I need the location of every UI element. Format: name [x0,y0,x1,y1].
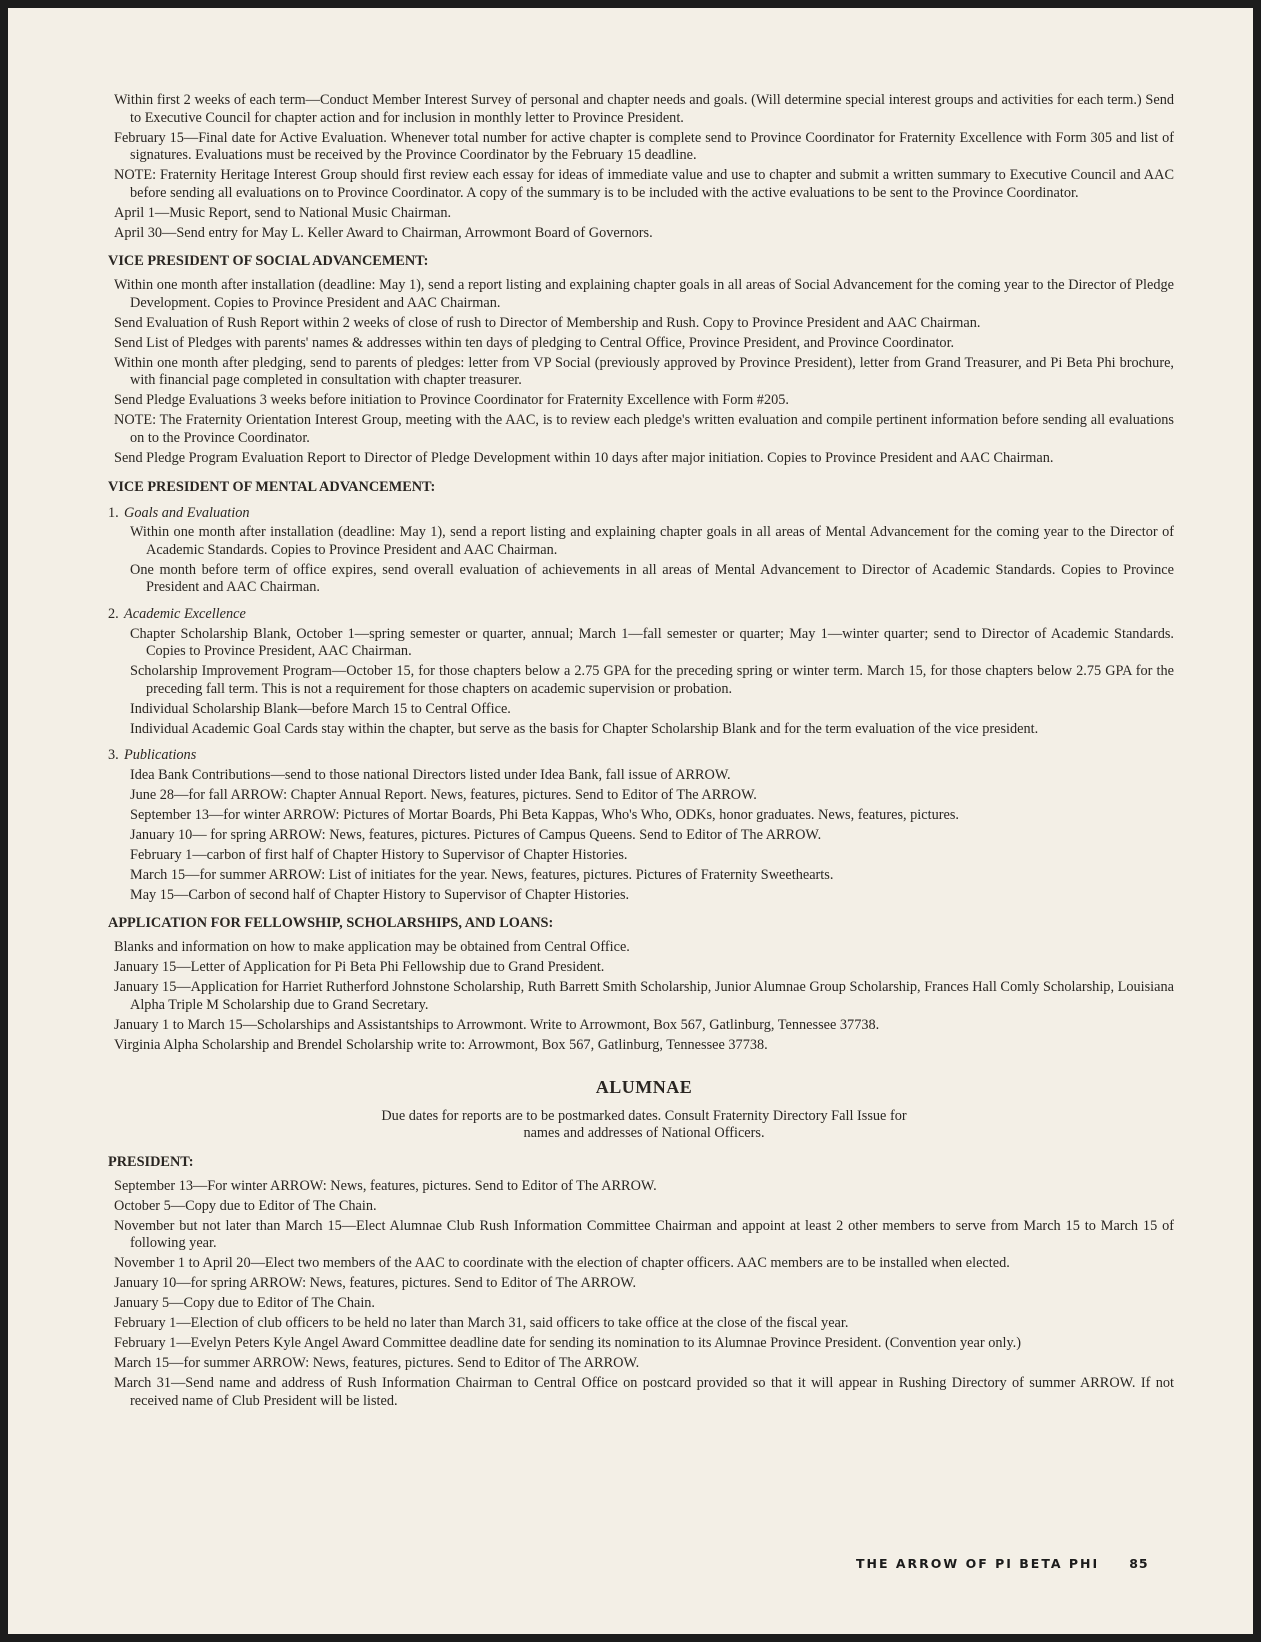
list-item: NOTE: The Fraternity Orientation Interest Group, meeting with the AAC, is to review each pledge's written evaluation and compile pertinent information before sending all evaluations on to the Province Coordinator. [114,412,1174,447]
list-item: Within one month after installation (deadline: May 1), send a report listing and explaining chapter goals in all areas of Social Advancement for the coming year to the Director of Pledge Development. Copies to Province President and AAC Chairman. [114,277,1174,311]
list-item: March 31—Send name and address of Rush Information Chairman to Central Office on postcard provided so that it will appear in Rushing Directory of summer ARROW. If not received name of Club President will be listed. [114,1375,1174,1409]
document-page [8,8,1253,1634]
list-item: October 5—Copy due to Editor of The Chain. [114,1197,377,1214]
list-item: February 15—Final date for Active Evaluation. Whenever total number for active chapter is complete send to Province Coordinator for Fraternity Excellence with Form 305 and list of signatures. Evaluations must be received by the Province Coordinator by the February 15 deadline. [114,129,1174,164]
page-number: 85 [1129,1556,1149,1571]
list-item: April 30—Send entry for May L. Keller Award to Chairman, Arrowmont Board of Governors. [114,224,653,241]
fellowship-list [114,939,1174,1054]
subsection-number: 3. [108,747,119,764]
subsection-title: Goals and Evaluation [124,504,250,521]
section-heading: APPLICATION FOR FELLOWSHIP, SCHOLARSHIPS, AND LOANS: [108,915,554,932]
list-item: Idea Bank Contributions—send to those national Directors listed under Idea Bank, fall issue of ARROW. [130,766,731,783]
list-item: Individual Academic Goal Cards stay within the chapter, but serve as the basis for Chapter Scholarship Blank and for the term evaluation of the vice president. [130,720,1039,737]
list-item: September 13—for winter ARROW: Pictures of Mortar Boards, Phi Beta Kappas, Who's Who, ODKs, honor graduates. News, features, pictures. [130,806,959,823]
list-item: November 1 to April 20—Elect two members of the AAC to coordinate with the election of chapter officers. AAC members are to be installed when elected. [114,1255,1010,1272]
list-item: Send Evaluation of Rush Report within 2 weeks of close of rush to Director of Membership and Rush. Copy to Province President and AAC Chairman. [114,314,981,331]
page-content [108,92,1174,1413]
list-item: Virginia Alpha Scholarship and Brendel Scholarship write to: Arrowmont, Box 567, Gatlinburg, Tennessee 37738. [114,1036,768,1053]
list-item: March 15—for summer ARROW: News, features, pictures. Send to Editor of The ARROW. [114,1355,640,1372]
list-item: One month before term of office expires, send overall evaluation of achievements in all areas of Mental Advancement to Director of Academic Standards. Copies to Province President and AAC Chairman. [130,561,1174,596]
subsection-heading [108,505,1174,523]
list-item: January 10—for spring ARROW: News, features, pictures. Send to Editor of The ARROW. [114,1275,637,1292]
list-item: Within one month after pledging, send to parents of pledges: letter from VP Social (previously approved by Province President), letter from Grand Treasurer, and Pi Beta Phi brochure, with financial page completed in consultation with chapter treasurer. [114,354,1174,389]
list-item: Send Pledge Evaluations 3 weeks before initiation to Province Coordinator for Fraternity Excellence with Form #205. [114,392,789,409]
list-item: June 28—for fall ARROW: Chapter Annual Report. News, features, pictures. Send to Editor of The ARROW. [130,786,757,803]
page-footer [856,1556,1176,1571]
alumnae-note [114,1108,1174,1143]
list-item: NOTE: Fraternity Heritage Interest Group should first review each essay for ideas of immediate value and use to chapter and submit a written summary to Executive Council and AAC before sending all evaluations on to Province Coordinator. A copy of the summary is to be included with the active evaluations to be sent to the Province Coordinator. [114,167,1174,201]
subsection-number: 2. [108,605,119,622]
list-item: November but not later than March 15—Elect Alumnae Club Rush Information Committee Chairman and appoint at least 2 other members to serve from March 15 to March 15 of following year. [114,1217,1174,1252]
list-item: Within first 2 weeks of each term—Conduct Member Interest Survey of personal and chapter needs and goals. (Will determine special interest groups and activities for each term.) Send to Executive Council for chapter action and for inclusion in monthly letter to Province President. [114,92,1174,126]
list-item: March 15—for summer ARROW: List of initiates for the year. News, features, pictures. Pictures of Fraternity Sweethearts. [130,866,834,883]
top-list [114,92,1174,242]
list-item: January 1 to March 15—Scholarships and Assistantships to Arrowmont. Write to Arrowmont, Box 567, Gatlinburg, Tennessee 37738. [114,1016,880,1033]
list-item: May 15—Carbon of second half of Chapter History to Supervisor of Chapter Histories. [130,886,630,903]
list-item: January 5—Copy due to Editor of The Chain. [114,1295,376,1312]
list-item: February 1—Election of club officers to be held no later than March 31, said officers to take office at the close of the fiscal year. [114,1315,849,1332]
note-line: Due dates for reports are to be postmarked dates. Consult Fraternity Directory Fall Issue for [381,1107,907,1124]
list-item: Send Pledge Program Evaluation Report to Director of Pledge Development within 10 days after major initiation. Copies to Province President and AAC Chairman. [114,450,1054,466]
section-heading: PRESIDENT: [108,1153,194,1170]
list-item: February 1—carbon of first half of Chapter History to Supervisor of Chapter Histories. [130,846,628,863]
running-title: THE ARROW OF PI BETA PHI [856,1556,1100,1571]
list-item: January 10— for spring ARROW: News, features, pictures. Pictures of Campus Queens. Send to Editor of The ARROW. [130,826,822,843]
vp-social-list [114,277,1174,467]
section-heading: VICE PRESIDENT OF SOCIAL ADVANCEMENT: [108,253,429,270]
president-list [114,1178,1174,1411]
list-item: Within one month after installation (deadline: May 1), send a report listing and explaining chapter goals in all areas of Mental Advancement for the coming year to the Director of Academic Standards. Copies to Province President and AAC Chairman. [130,524,1174,558]
note-line: names and addresses of National Officers. [523,1125,765,1142]
subsection-title: Academic Excellence [124,605,246,622]
section-heading: VICE PRESIDENT OF MENTAL ADVANCEMENT: [108,478,436,495]
list-item: Blanks and information on how to make application may be obtained from Central Office. [114,939,630,956]
subsection-heading [108,747,1174,765]
list-item: Scholarship Improvement Program—October 15, for those chapters below a 2.75 GPA for the preceding spring or winter term. March 15, for those chapters below 2.75 GPA for the preceding fall term. This is not a requirement for those chapters on academic supervision or probation. [130,663,1174,697]
subsection-heading [108,606,1174,624]
list-item: January 15—Letter of Application for Pi Beta Phi Fellowship due to Grand President. [114,959,605,976]
list-item: Individual Scholarship Blank—before March 15 to Central Office. [130,700,511,717]
subsection-title: Publications [124,747,197,764]
list-item: January 15—Application for Harriet Rutherford Johnstone Scholarship, Ruth Barrett Smith Scholarship, Junior Alumnae Group Scholarship, Frances Hall Comly Scholarship, Louisiana Alpha Triple M Scholarship due to Grand Secretary. [114,979,1174,1013]
subsection-number: 1. [108,504,119,521]
list-item: September 13—For winter ARROW: News, features, pictures. Send to Editor of The ARROW. [114,1177,657,1194]
alumnae-title: ALUMNAE [595,1076,693,1097]
list-item: Send List of Pledges with parents' names & addresses within ten days of pledging to Central Office, Province President, and Province Coordinator. [114,334,955,351]
list-item: February 1—Evelyn Peters Kyle Angel Award Committee deadline date for sending its nomination to its Alumnae Province President. (Convention year only.) [114,1335,1022,1352]
list-item: April 1—Music Report, send to National Music Chairman. [114,204,452,221]
list-item: Chapter Scholarship Blank, October 1—spring semester or quarter, annual; March 1—fall semester or quarter; May 1—winter quarter; send to Director of Academic Standards. Copies to Province President, AAC Chairman. [130,625,1174,660]
